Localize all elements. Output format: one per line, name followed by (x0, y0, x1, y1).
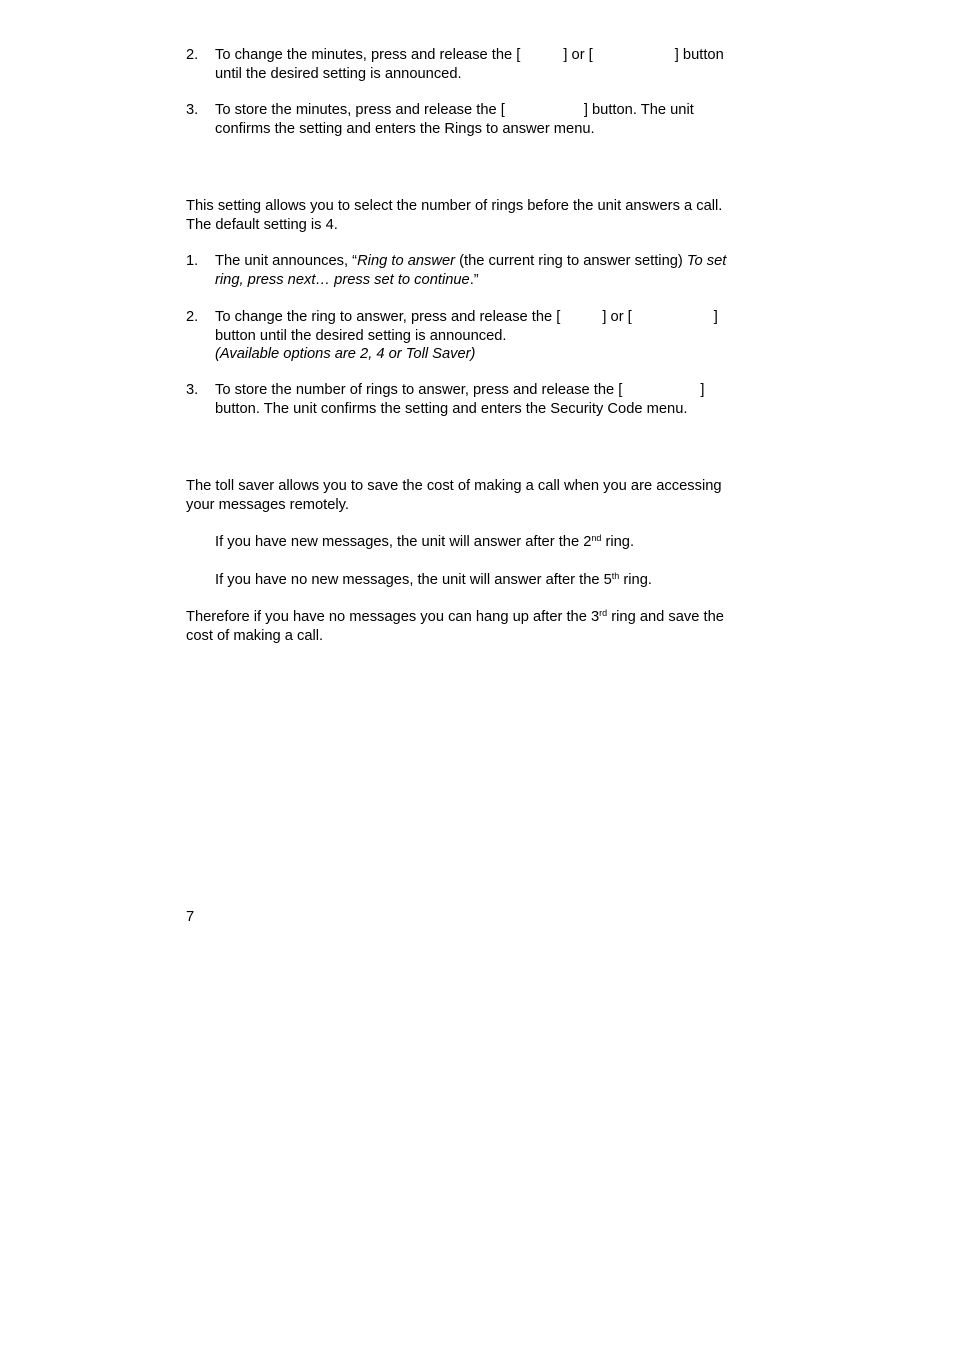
step-rings-announce: 1. The unit announces, “Ring to answer (the current ring to answer setting) To set ring, press next… press set to continue.” (186, 253, 727, 288)
toll-saver-intro: The toll saver allows you to save the cost of making a call when you are accessing your messages remotely. (186, 478, 722, 513)
toll-saver-therefore: Therefore if you have no messages you can hang up after the 3rd ring and save the cost of making a call. (186, 608, 724, 644)
step-rings-change: 2. To change the ring to answer, press and release the [ ] or [ ] button until the desired setting is announced. (Available options are 2, 4 or Toll Saver) (186, 309, 718, 362)
available-options: (Available options are 2, 4 or Toll Saver) (215, 346, 476, 362)
step-number: 2. (186, 309, 199, 325)
toll-saver-new-messages: If you have new messages, the unit will answer after the 2nd ring. (215, 533, 635, 550)
step-text: To store the minutes, press and release the [ (215, 102, 505, 118)
page-number: 7 (186, 909, 195, 925)
step-text: To change the minutes, press and release the [ (215, 47, 521, 63)
step-number: 3. (186, 102, 199, 118)
toll-saver-no-messages: If you have no new messages, the unit will answer after the 5th ring. (215, 571, 652, 588)
step-text: confirms the setting and enters the Rings to answer menu. (215, 120, 595, 137)
step-minutes-store (186, 101, 786, 138)
step-text: until the desired setting is announced. (215, 65, 462, 82)
step-text: ] button (674, 47, 724, 63)
step-rings-store: 3. To store the number of rings to answer, press and release the [ ] button. The unit confirms the setting and enters the Security Code menu. (186, 382, 705, 417)
rings-intro: This setting allows you to select the number of rings before the unit answers a call. The default setting is 4. (186, 198, 723, 233)
step-number: 3. (186, 382, 199, 398)
step-number: 2. (186, 47, 199, 63)
step-text: ] or [ (563, 47, 593, 63)
step-number: 1. (186, 253, 199, 269)
step-text: ] button. The unit (583, 102, 694, 118)
step-minutes-change (186, 46, 786, 83)
